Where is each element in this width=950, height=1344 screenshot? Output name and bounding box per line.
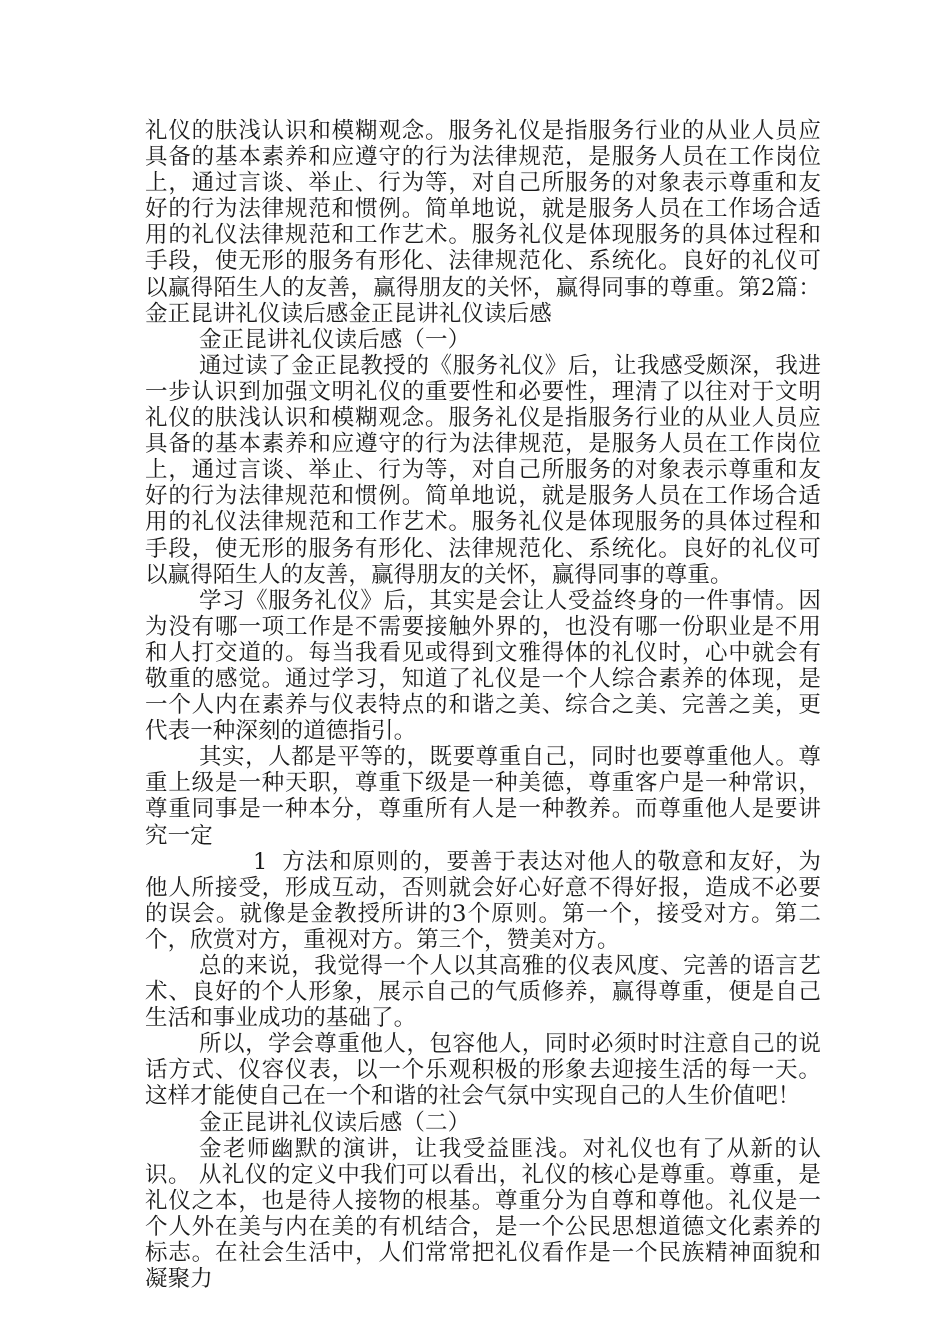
paragraph: 其实，人都是平等的，既要尊重自己，同时也要尊重他人。尊重上级是一种天职，尊重下级是一种美德，尊重客户是一种常识，尊重同事是一种本分，尊重所有人是一种教养。而尊重他人是要讲究一定	[145, 744, 821, 849]
item-number: 1	[253, 848, 268, 875]
paragraph: 通过读了金正昆教授的《服务礼仪》后，让我感受颇深，我进一步认识到加强文明礼仪的重要性和必要性，理清了以往对于文明礼仪的肤浅认识和模糊观念。服务礼仪是指服务行业的从业人员应具备的基本素养和应遵守的行为法律规范，是服务人员在工作岗位上，通过言谈、举止、行为等，对自己所服务的对象表示尊重和友好的行为法律规范和惯例。简单地说，就是服务人员在工作场合适用的礼仪法律规范和工作艺术。服务礼仪是体现服务的具体过程和手段，使无形的服务有形化、法律规范化、系统化。良好的礼仪可以赢得陌生人的友善，赢得朋友的关怀，赢得同事的尊重。	[145, 352, 821, 588]
paragraph: 学习《服务礼仪》后，其实是会让人受益终身的一件事情。因为没有哪一项工作是不需要接触外界的，也没有哪一份职业是不用和人打交道的。每当我看见或得到文雅得体的礼仪时，心中就会有敬重的感觉。通过学习，知道了礼仪是一个人综合素养的体现，是一个人内在素养与仪表特点的和谐之美、综合之美、完善之美，更代表一种深刻的道德指引。	[145, 587, 821, 745]
paragraph: 所以，学会尊重他人，包容他人，同时必须时时注意自己的说话方式、仪容仪表，以一个乐观积极的形象去迎接生活的每一天。这样才能使自己在一个和谐的社会气氛中实现自己的人生价值吧！	[145, 1031, 821, 1110]
section-heading-two: 金正昆讲礼仪读后感（二）	[199, 1109, 471, 1136]
document-page	[145, 118, 821, 1292]
numbered-paragraph	[145, 849, 821, 953]
paragraph-continued: 礼仪的肤浅认识和模糊观念。服务礼仪是指服务行业的从业人员应具备的基本素养和应遵守的行为法律规范，是服务人员在工作岗位上，通过言谈、举止、行为等，对自己所服务的对象表示尊重和友好的行为法律规范和惯例。简单地说，就是服务人员在工作场合适用的礼仪法律规范和工作艺术。服务礼仪是体现服务的具体过程和手段，使无形的服务有形化、法律规范化、系统化。良好的礼仪可以赢得陌生人的友善，赢得朋友的关怀，赢得同事的尊重。第2篇：金正昆讲礼仪读后感金正昆讲礼仪读后感	[145, 118, 821, 327]
section-heading-one: 金正昆讲礼仪读后感（一）	[199, 326, 471, 353]
paragraph: 总的来说，我觉得一个人以其高雅的仪表风度、完善的语言艺术、良好的个人形象，展示自己的气质修养，赢得尊重，便是自己生活和事业成功的基础了。	[145, 953, 821, 1032]
paragraph: 金老师幽默的演讲，让我受益匪浅。对礼仪也有了从新的认识。 从礼仪的定义中我们可以看出，礼仪的核心是尊重。尊重，是礼仪之本，也是待人接物的根基。尊重分为自尊和尊他。礼仪是一个人外在美与内在美的有机结合，是一个公民思想道德文化素养的标志。在社会生活中，人们常常把礼仪看作是一个民族精神面貌和凝聚力	[145, 1135, 821, 1293]
numbered-paragraph-text: 方法和原则的，要善于表达对他人的敬意和友好，为他人所接受，形成互动，否则就会好心好意不得好报，造成不必要的误会。就像是金教授所讲的3个原则。第一个，接受对方。第二个，欣赏对方，重视对方。第三个，赞美对方。	[145, 848, 821, 953]
